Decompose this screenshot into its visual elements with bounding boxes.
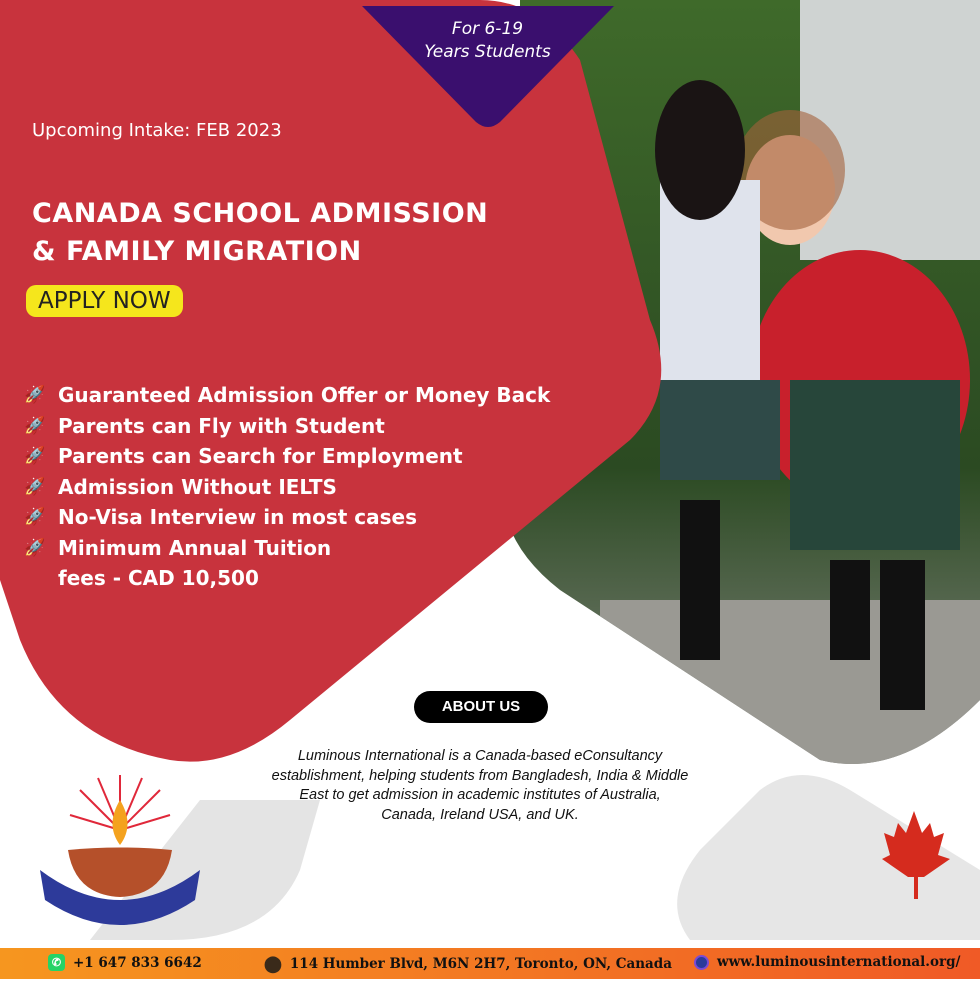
about-description: Luminous International is a Canada-based eConsultancy establishment, helping students from Bangladesh, India & Middle East to get admission in academic institutes of Australia, Canada, Ireland USA, and UK. (271, 748, 689, 823)
footer-address (264, 954, 672, 973)
website-link[interactable]: www.luminousinternational.org/ (717, 954, 961, 970)
whatsapp-icon: ✆ (48, 954, 65, 971)
globe-icon (694, 955, 709, 970)
audience-badge (380, 18, 595, 64)
feature-list (24, 380, 550, 594)
headline (32, 195, 488, 271)
feature-text: Guaranteed Admission Offer or Money Back (58, 383, 551, 407)
headline-line: & FAMILY MIGRATION (32, 236, 362, 267)
feature-item (24, 472, 550, 503)
feature-item (24, 502, 550, 533)
address-text: 114 Humber Blvd, M6N 2H7, Toronto, ON, Canada (289, 955, 672, 972)
feature-text: Admission Without IELTS (58, 474, 337, 499)
footer-website[interactable] (694, 954, 961, 970)
rocket-icon: 🚀 (24, 385, 46, 405)
feature-text: No-Visa Interview in most cases (58, 505, 418, 529)
badge-line: Years Students (424, 42, 551, 62)
feature-item (24, 441, 550, 472)
badge-line: For 6-19 (451, 19, 524, 39)
feature-item (24, 411, 550, 442)
rocket-icon: 🚀 (24, 537, 46, 558)
rocket-icon: 🚀 (24, 446, 46, 466)
footer-phone[interactable] (48, 954, 202, 971)
rocket-icon: 🚀 (24, 507, 46, 527)
intake-text: Upcoming Intake: FEB 2023 (32, 120, 282, 141)
rocket-icon: 🚀 (24, 415, 46, 436)
about-us-button[interactable]: ABOUT US (414, 691, 548, 723)
feature-text: Parents can Fly with Student (58, 413, 385, 438)
apply-now-button[interactable]: APPLY NOW (26, 285, 183, 317)
footer-bar (0, 948, 980, 979)
headline-line: CANADA SCHOOL ADMISSION (32, 198, 489, 229)
feature-text: Minimum Annual Tuition fees - CAD 10,500 (58, 535, 332, 590)
feature-item (24, 533, 550, 594)
feature-text: Parents can Search for Employment (58, 444, 463, 468)
location-pin-icon: ⬤ (264, 954, 282, 973)
phone-text: +1 647 833 6642 (73, 954, 202, 971)
rocket-icon: 🚀 (24, 476, 46, 497)
feature-item (24, 380, 550, 411)
